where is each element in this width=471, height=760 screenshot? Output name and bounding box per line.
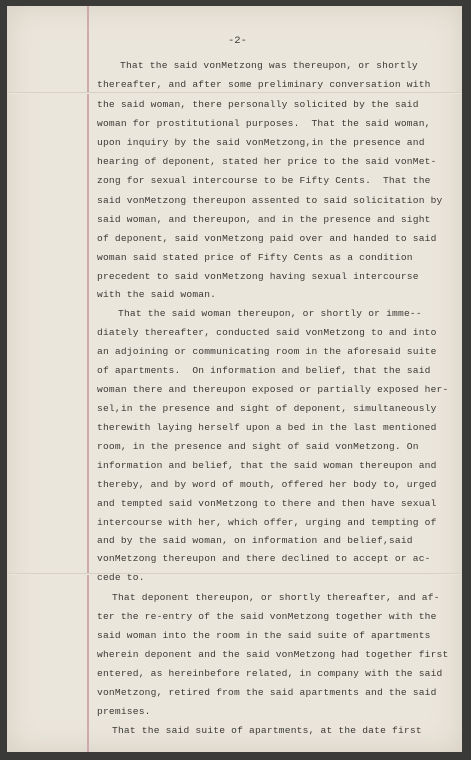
text-line: an adjoining or communicating room in the aforesaid suite — [97, 346, 437, 357]
text-line: vonMetzong thereupon and there declined to accept or ac- — [97, 553, 431, 564]
text-line: of apartments. On information and belief, that the said — [97, 365, 431, 376]
text-line: woman there and thereupon exposed or partially exposed her- — [97, 384, 449, 395]
text-line: said vonMetzong thereupon assented to said solicitation by — [97, 195, 443, 206]
text-line: sel,in the presence and sight of deponent, simultaneously — [97, 403, 437, 414]
text-line: said woman, and thereupon, and in the presence and sight — [97, 214, 431, 225]
text-line: woman said stated price of Fifty Cents as a condition — [97, 252, 413, 263]
text-line: That the said suite of apartments, at the date first — [112, 725, 422, 736]
text-line: precedent to said vonMetzong having sexual intercourse — [97, 271, 419, 282]
text-line: and tempted said vonMetzong to there and then have sexual — [97, 498, 437, 509]
fold-line — [7, 573, 462, 575]
text-line: and by the said woman, on information and belief,said — [97, 535, 413, 546]
text-line: intercourse with her, which offer, urging and tempting of — [97, 517, 437, 528]
text-line: That the said vonMetzong was thereupon, or shortly — [120, 60, 418, 71]
text-line: ter the re-entry of the said vonMetzong together with the — [97, 611, 437, 622]
page-number: -2- — [228, 35, 247, 47]
text-line: hearing of deponent, stated her price to the said vonMet- — [97, 156, 437, 167]
text-line: the said woman, there personally solicited by the said — [97, 99, 419, 110]
text-line: of deponent, said vonMetzong paid over and handed to said — [97, 233, 437, 244]
margin-rule — [87, 6, 89, 752]
text-line: wherein deponent and the said vonMetzong had together first — [97, 649, 449, 660]
text-line: room, in the presence and sight of said vonMetzong. On — [97, 441, 419, 452]
text-line: said woman into the room in the said suite of apartments — [97, 630, 431, 641]
text-line: thereafter, and after some preliminary conversation with — [97, 79, 431, 90]
text-line: vonMetzong, retired from the said apartments and the said — [97, 687, 437, 698]
text-line: woman for prostitutional purposes. That the said woman, — [97, 118, 431, 129]
text-line: therewith laying herself upon a bed in the last mentioned — [97, 422, 437, 433]
fold-line — [7, 92, 462, 94]
text-line: That deponent thereupon, or shortly thereafter, and af- — [112, 592, 440, 603]
text-line: upon inquiry by the said vonMetzong,in the presence and — [97, 137, 425, 148]
text-line: zong for sexual intercourse to be Fifty Cents. That the — [97, 175, 431, 186]
text-line: diately thereafter, conducted said vonMetzong to and into — [97, 327, 437, 338]
text-line: cede to. — [97, 572, 145, 583]
text-line: with the said woman. — [97, 289, 217, 300]
text-line: entered, as hereinbefore related, in company with the said — [97, 668, 443, 679]
text-line: premises. — [97, 706, 151, 717]
text-line: That the said woman thereupon, or shortly or imme-- — [118, 308, 422, 319]
text-line: thereby, and by word of mouth, offered her body to, urged — [97, 479, 437, 490]
text-line: information and belief, that the said woman thereupon and — [97, 460, 437, 471]
